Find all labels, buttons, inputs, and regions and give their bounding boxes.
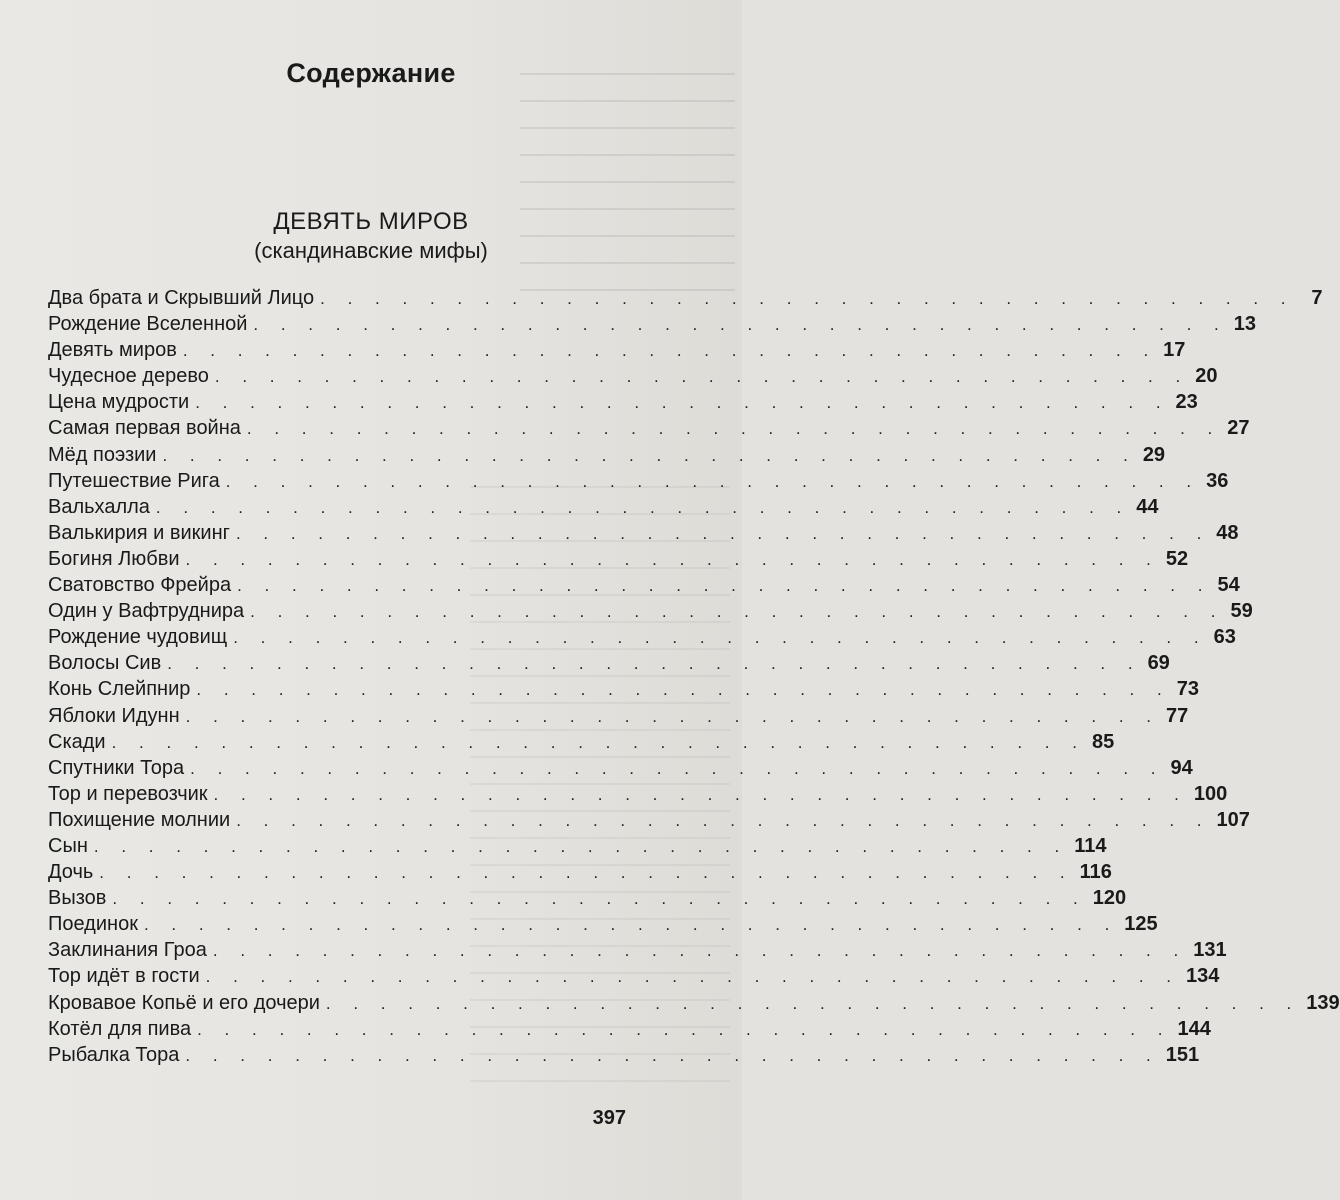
toc-entry-page: 151 <box>1165 1043 1200 1066</box>
toc-entry <box>48 520 1239 546</box>
dot-leader: . . . . . . . . . . . . . . . . . . . . . . . . . . . . . . . . . . . . <box>246 419 1222 439</box>
toc-entry <box>48 807 1250 833</box>
toc-entry-title: Котёл для пива <box>48 1017 192 1040</box>
toc-entry-page: 29 <box>1142 443 1166 466</box>
toc-entry <box>48 833 1107 859</box>
toc-entry <box>48 703 1189 729</box>
toc-entry-page: 73 <box>1176 678 1199 701</box>
toc-entry-title: Волосы Сив <box>48 652 162 675</box>
toc-entry-title: Самая первая война <box>48 417 241 440</box>
toc-entry-title: Дочь <box>48 861 94 884</box>
toc-entry-page: 125 <box>1124 913 1158 936</box>
toc-entry-page: 59 <box>1230 600 1253 623</box>
toc-entry-page: 44 <box>1136 495 1159 518</box>
toc-entry-page: 116 <box>1079 861 1112 884</box>
toc-entry-title: Валькирия и викинг <box>48 521 230 544</box>
toc-entry-title: Спутники Тора <box>48 756 185 779</box>
dot-leader: . . . . . . . . . . . . . . . . . . . . . . . . . . . . . . . . . . . . <box>143 915 1119 935</box>
toc-entry <box>48 363 1218 389</box>
toc-entry <box>48 755 1193 781</box>
toc-entry-page: 131 <box>1193 939 1227 962</box>
toc-entry <box>48 494 1159 520</box>
dot-leader: . . . . . . . . . . . . . . . . . . . . . . . . . . . . . . . . . . . . <box>197 1019 1172 1039</box>
toc-entry-title: Вальхалла <box>48 495 150 518</box>
toc-entry-page: 48 <box>1216 521 1239 544</box>
toc-entry-title: Один у Вафтруднира <box>48 600 245 623</box>
dot-leader: . . . . . . . . . . . . . . . . . . . . . . . . . . . . . . . . . . . . <box>111 732 1086 752</box>
dot-leader: . . . . . . . . . . . . . . . . . . . . . . . . . . . . . . . . . . . . <box>93 836 1069 856</box>
toc-entry-page: 20 <box>1195 365 1218 388</box>
toc-entry-title: Сын <box>48 834 88 857</box>
toc-entry-page: 54 <box>1217 574 1240 597</box>
toc-entry-page: 36 <box>1206 469 1229 492</box>
dot-leader: . . . . . . . . . . . . . . . . . . . . . . . . . . . . . . . . . . . . <box>185 549 1160 569</box>
dot-leader: . . . . . . . . . . . . . . . . . . . . . . . . . . . . . . . . . . . . <box>182 341 1158 361</box>
dot-leader: . . . . . . . . . . . . . . . . . . . . . . . . . . . . . . . . . . . . <box>185 706 1160 726</box>
page-title: Содержание <box>286 58 456 88</box>
toc-entry-title: Поединок <box>48 913 138 936</box>
toc-entry <box>48 911 1158 937</box>
section-subtitle: (скандинавские мифы) <box>254 238 488 263</box>
dot-leader: . . . . . . . . . . . . . . . . . . . . . . . . . . . . . . . . . . . . <box>253 315 1228 335</box>
section-title: ДЕВЯТЬ МИРОВ <box>273 208 469 235</box>
dot-leader: . . . . . . . . . . . . . . . . . . . . . . . . . . . . . . . . . . . . <box>235 523 1211 543</box>
toc-entry <box>48 1016 1211 1042</box>
toc-entry <box>48 415 1250 441</box>
table-of-contents <box>48 285 1340 1068</box>
toc-entry-title: Два брата и Скрывший Лицо <box>48 287 315 309</box>
toc-entry <box>48 937 1227 963</box>
toc-entry <box>48 676 1199 702</box>
dot-leader: . . . . . . . . . . . . . . . . . . . . . . . . . . . . . . . . . . . . <box>112 889 1087 909</box>
toc-entry-page: 23 <box>1175 391 1198 414</box>
dot-leader: . . . . . . . . . . . . . . . . . . . . . . . . . . . . . . . . . . . . <box>320 289 1295 308</box>
toc-entry-title: Сватовство Фрейра <box>48 574 232 597</box>
toc-entry-title: Рождение Вселенной <box>48 313 248 336</box>
toc-entry-page: 100 <box>1193 782 1228 805</box>
dot-leader: . . . . . . . . . . . . . . . . . . . . . . . . . . . . . . . . . . . . <box>236 810 1211 830</box>
toc-entry-page: 77 <box>1165 704 1189 727</box>
dot-leader: . . . . . . . . . . . . . . . . . . . . . . . . . . . . . . . . . . . . <box>162 445 1137 465</box>
toc-entry-title: Рыбалка Тора <box>48 1043 180 1066</box>
toc-entry-page: 114 <box>1074 834 1107 857</box>
toc-entry-title: Заклинания Гроа <box>48 939 207 962</box>
toc-entry-title: Девять миров <box>48 339 177 362</box>
toc-entry-title: Богиня Любви <box>48 547 180 570</box>
toc-entry <box>48 598 1253 624</box>
toc-entry-title: Рождение чудовищ <box>48 626 228 649</box>
dot-leader: . . . . . . . . . . . . . . . . . . . . . . . . . . . . . . . . . . . . <box>225 471 1201 491</box>
toc-entry <box>48 990 1340 1016</box>
toc-entry-title: Путешествие Рига <box>48 469 220 492</box>
dot-leader: . . . . . . . . . . . . . . . . . . . . . . . . . . . . . . . . . . . . <box>233 628 1208 648</box>
toc-entry-page: 69 <box>1147 652 1170 675</box>
toc-entry-title: Яблоки Идунн <box>48 704 180 727</box>
toc-entry-title: Тор и перевозчик <box>48 782 208 805</box>
toc-entry <box>48 572 1240 598</box>
toc-entry-page: 139 <box>1306 991 1340 1014</box>
toc-entry <box>48 468 1229 494</box>
toc-entry-title: Цена мудрости <box>48 391 190 414</box>
toc-entry-page: 13 <box>1233 313 1256 336</box>
toc-entry <box>48 1042 1200 1068</box>
dot-leader: . . . . . . . . . . . . . . . . . . . . . . . . . . . . . . . . . . . . <box>190 758 1165 778</box>
dot-leader: . . . . . . . . . . . . . . . . . . . . . . . . . . . . . . . . . . . . <box>325 993 1301 1013</box>
toc-entry <box>48 311 1256 337</box>
dot-leader: . . . . . . . . . . . . . . . . . . . . . . . . . . . . . . . . . . . . <box>212 941 1188 961</box>
toc-entry-title: Похищение молнии <box>48 808 231 831</box>
toc-entry-page: 94 <box>1170 756 1193 779</box>
toc-entry-page: 17 <box>1163 339 1186 362</box>
dot-leader: . . . . . . . . . . . . . . . . . . . . . . . . . . . . . . . . . . . . <box>214 367 1190 387</box>
dot-leader: . . . . . . . . . . . . . . . . . . . . . . . . . . . . . . . . . . . . <box>250 602 1225 622</box>
toc-entry <box>48 285 1323 311</box>
toc-entry-title: Вызов <box>48 887 107 910</box>
toc-entry <box>48 389 1198 415</box>
toc-entry-title: Кровавое Копьё и его дочери <box>48 991 320 1014</box>
dot-leader: . . . . . . . . . . . . . . . . . . . . . . . . . . . . . . . . . . . . <box>195 393 1170 413</box>
dot-leader: . . . . . . . . . . . . . . . . . . . . . . . . . . . . . . . . . . . . <box>167 654 1142 674</box>
dot-leader: . . . . . . . . . . . . . . . . . . . . . . . . . . . . . . . . . . . . <box>237 576 1212 596</box>
toc-entry-title: Скади <box>48 730 106 753</box>
dot-leader: . . . . . . . . . . . . . . . . . . . . . . . . . . . . . . . . . . . . <box>196 680 1171 700</box>
toc-entry <box>48 650 1170 676</box>
toc-entry-title: Конь Слейпнир <box>48 678 191 701</box>
toc-entry-page: 7 <box>1311 287 1323 309</box>
dot-leader: . . . . . . . . . . . . . . . . . . . . . . . . . . . . . . . . . . . . <box>205 967 1180 987</box>
toc-entry <box>48 781 1228 807</box>
toc-entry-page: 134 <box>1185 965 1220 988</box>
toc-entry-page: 52 <box>1165 547 1189 570</box>
toc-entry-page: 85 <box>1091 730 1115 753</box>
toc-entry <box>48 963 1220 989</box>
toc-entry <box>48 885 1127 911</box>
toc-entry-page: 144 <box>1177 1017 1211 1040</box>
toc-entry-title: Мёд поэзии <box>48 443 157 466</box>
dot-leader: . . . . . . . . . . . . . . . . . . . . . . . . . . . . . . . . . . . . <box>155 497 1131 517</box>
toc-entry <box>48 624 1236 650</box>
toc-entry-page: 63 <box>1213 626 1236 649</box>
toc-entry-page: 120 <box>1092 887 1127 910</box>
toc-entry <box>48 337 1186 363</box>
toc-entry-page: 107 <box>1216 808 1250 831</box>
toc-entry <box>48 729 1115 755</box>
dot-leader: . . . . . . . . . . . . . . . . . . . . . . . . . . . . . . . . . . . . <box>185 1045 1160 1065</box>
page-number: 397 <box>592 1107 626 1129</box>
dot-leader: . . . . . . . . . . . . . . . . . . . . . . . . . . . . . . . . . . . . <box>213 784 1188 804</box>
toc-entry <box>48 442 1166 468</box>
toc-entry <box>48 859 1112 885</box>
toc-entry <box>48 546 1189 572</box>
toc-entry-page: 27 <box>1227 417 1250 440</box>
toc-entry-title: Тор идёт в гости <box>48 965 200 988</box>
dot-leader: . . . . . . . . . . . . . . . . . . . . . . . . . . . . . . . . . . . . <box>99 863 1074 883</box>
toc-entry-title: Чудесное дерево <box>48 365 209 388</box>
